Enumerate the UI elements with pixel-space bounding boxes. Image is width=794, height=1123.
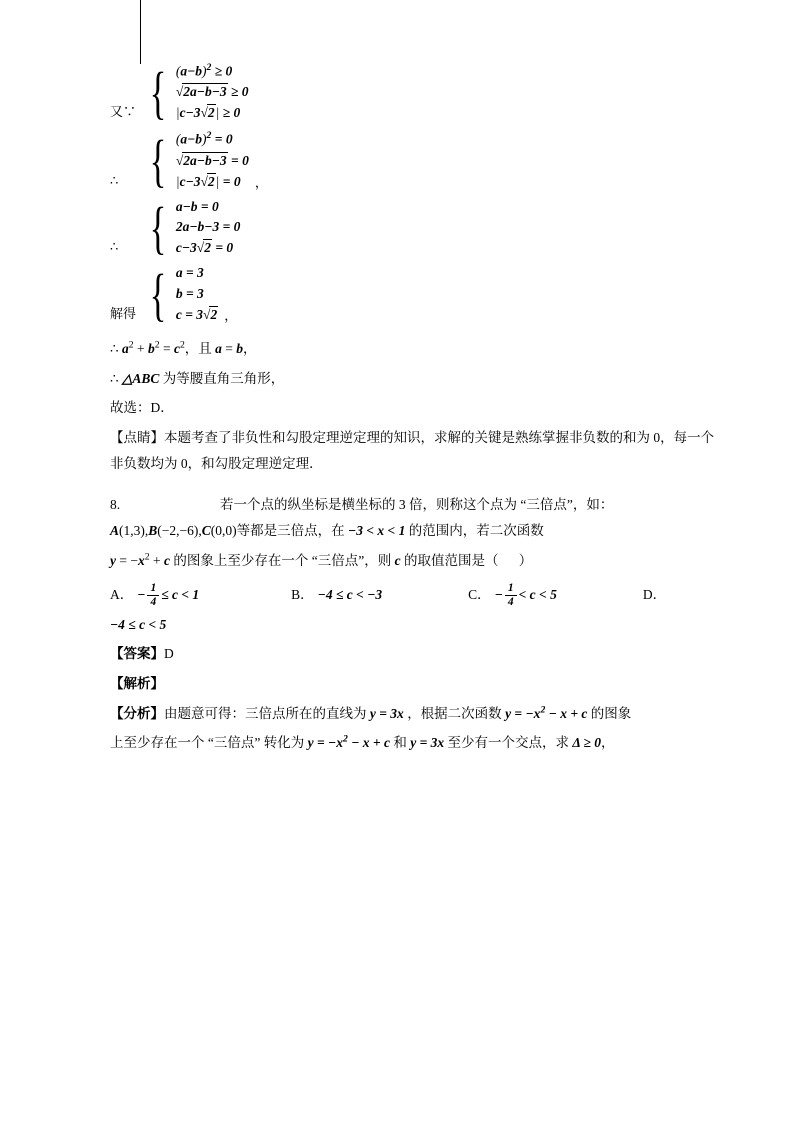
equation-group-2-lead: ∴ <box>110 172 119 188</box>
option-a[interactable] <box>110 579 199 611</box>
conclusion-line-2: ∴ △ABC 为等腰直角三角形， <box>110 370 285 386</box>
option-c-label: C． <box>468 587 491 603</box>
question-stem-line3: $y = -x^2 + c$ 的图象上至少存在一个 “三倍点”，则 c 的取值范围是（ ） <box>110 551 533 568</box>
option-b-label: B． <box>291 587 314 603</box>
explain-label: 【解析】 <box>110 675 164 691</box>
question-number: 8. <box>110 497 121 513</box>
brace-icon: { <box>149 59 167 125</box>
explain-block <box>110 671 722 697</box>
option-a-sign: − <box>137 587 146 603</box>
analysis-line-2: 上至少存在一个 “三倍点” 转化为 $y = -x^2 - x + c$ 和 y = 3x 至少有一个交点，求 Δ ≥ 0， <box>110 733 615 751</box>
option-d-value: −4 ≤ c < 5 <box>110 616 167 632</box>
equation-line: c−3√2 = 0 <box>175 240 234 256</box>
answer-choice-line: 故选：D． <box>110 400 174 416</box>
equation-line: |c−3√2| = 0 <box>175 173 241 189</box>
equation-group-3-lead: ∴ <box>110 239 119 255</box>
equation-line: a = 3 <box>175 265 204 281</box>
option-d-label: D． <box>642 587 667 603</box>
equation-line: √2a−b−3 = 0 <box>175 152 249 168</box>
equation-line: $(a-b)^2 = 0$ <box>175 130 233 147</box>
equation-group-4 <box>110 263 722 326</box>
option-a-label: A． <box>110 587 134 603</box>
equation-line: 2a−b−3 = 0 <box>175 219 241 235</box>
question-stem-part1: 若一个点的纵坐标是横坐标的 3 倍，则称这个点为 “三倍点”，如： <box>220 497 614 513</box>
analysis-line-1: 【分析】由题意可得：三倍点所在的直线为 y = 3x ，根据二次函数 $y = -x^2 - x + c$ 的图象 <box>110 704 632 721</box>
equation-group-2-lines <box>176 128 249 192</box>
equation-group-3 <box>110 197 722 260</box>
option-c[interactable] <box>468 579 557 611</box>
brace-icon: { <box>149 195 167 261</box>
question-8 <box>110 492 722 518</box>
brace-icon: { <box>149 127 167 193</box>
margin-rule <box>140 0 141 64</box>
equation-line: b = 3 <box>175 286 204 302</box>
equation-group-1 <box>110 60 722 124</box>
fraction-one-quarter: $\frac{1}{4}$ <box>147 582 159 609</box>
equation-line: √2a−b−3 ≥ 0 <box>175 84 249 100</box>
equation-group-2 <box>110 128 722 192</box>
equation-group-3-lines <box>176 197 241 260</box>
answer-value: D <box>164 646 174 662</box>
question-stem-line2: A(1,3),B(−2,−6),C(0,0)等都是三倍点，在 −3 < x < 1 的范围内，若二次函数 <box>110 522 544 538</box>
option-a-text: ≤ c < 1 <box>161 587 200 603</box>
equation-group-1-lines <box>176 60 249 124</box>
option-c-text: < c < 5 <box>518 587 557 603</box>
equation-group-1-lead: 又∵ <box>110 104 137 120</box>
equation-line: |c−3√2| ≥ 0 <box>175 105 241 121</box>
question-stem <box>220 492 722 518</box>
option-b-text: −4 ≤ c < −3 <box>317 587 383 603</box>
equation-group-4-lines <box>176 263 218 326</box>
brace-icon: { <box>149 262 167 328</box>
option-d[interactable] <box>643 579 670 611</box>
analysis-label: 【分析】 <box>110 705 164 721</box>
conclusion-line-1: ∴ $a^2 + b^2 = c^2$，且 a = b， <box>110 339 257 357</box>
answer-label: 【答案】 <box>110 646 164 662</box>
insight-paragraph: 【点睛】本题考查了非负性和勾股定理逆定理的知识，求解的关键是熟练掌握非负数的和为 0，每一个非负数均为 0，和勾股定理逆定理． <box>110 429 715 471</box>
fraction-one-quarter: $\frac{1}{4}$ <box>505 582 517 609</box>
answer-block <box>110 641 722 667</box>
equation-group-4-lead: 解得 <box>110 306 137 322</box>
equation-line: a−b = 0 <box>175 198 219 214</box>
option-b[interactable] <box>291 579 382 611</box>
comma-2: ， <box>224 308 238 324</box>
option-row <box>110 579 722 611</box>
equation-line: $(a-b)^2 \ge 0$ <box>175 62 233 79</box>
option-c-sign: − <box>494 587 503 603</box>
equation-line: c = 3√2 <box>175 307 218 323</box>
comma-1: ， <box>254 174 268 190</box>
